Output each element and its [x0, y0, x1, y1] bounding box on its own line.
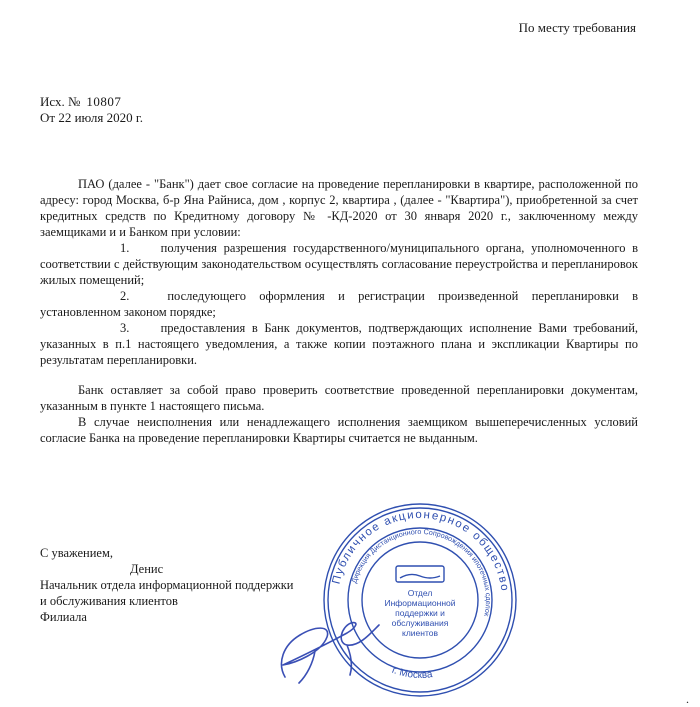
body-line: В случае неисполнения или ненадлежащего исполнения заемщиком вышеперечисленных [78, 415, 587, 429]
seal-center-line: клиентов [402, 628, 438, 638]
branch-line: Филиала [40, 610, 87, 624]
seal-center-line: Отдел [407, 588, 433, 598]
ref-label: Исх. № [40, 94, 81, 109]
condition-line: уполномоченного в соответствии с действующим законодательством осуществлять [40, 241, 639, 271]
svg-text:г. Москва [390, 665, 433, 681]
seal-city: г. Москва [390, 664, 434, 682]
reference-block [40, 94, 143, 126]
signatory-name-line [40, 561, 293, 577]
condition-number: 3. [120, 321, 130, 335]
ref-number: 10807 [86, 94, 122, 109]
seal-center-line: поддержки и [395, 608, 445, 618]
outgoing-number-line [40, 94, 143, 110]
paragraph-default [40, 414, 638, 446]
signatory-position-line2: и обслуживания клиентов [40, 594, 178, 608]
condition-number: 1. [120, 241, 130, 255]
body-line: № -КД-2020 от 30 января 2020 г., заключенному между заемщиками [40, 209, 639, 239]
seal-center-line: обслуживания [391, 618, 449, 628]
body-line: квартире, расположенной по адресу: город Москва, б-р Яна Райниса, дом , корпус 2, квартира [40, 177, 638, 207]
condition-line: экспликации Квартиры по результатам перепланировки. [40, 337, 638, 367]
seal-center-line: Информационной [384, 598, 456, 608]
condition-3 [40, 320, 638, 368]
seal-inner-ring-text: Дирекция Дистанционного Сопровождения ипотечных сделок [349, 526, 494, 618]
addressee: По месту требования [518, 20, 636, 35]
body-line: документам, указанным в пункте 1 настоящего письма. [40, 383, 639, 413]
condition-line: установленном законом порядке; [40, 305, 216, 319]
ref-date: От 22 июля 2020 г. [40, 110, 143, 125]
signatory-name: Денис [130, 562, 164, 576]
footer-mark: . [686, 692, 689, 706]
body-line: , (далее - "Квартира"), приобретенной за счет кредитных средств по Кредитному договору [40, 193, 639, 223]
closing-phrase: С уважением, [40, 546, 113, 560]
condition-line: получения разрешения государственного/муниципального органа, [160, 241, 525, 255]
spacer [40, 368, 638, 382]
letter-body [40, 176, 638, 446]
condition-1 [40, 240, 638, 288]
bank-seal [320, 500, 520, 700]
condition-line: требований, указанных в п.1 настоящего уведомления, а также копии поэтажного плана и [40, 321, 639, 351]
body-line: Банк оставляет за собой право проверить соответствие проведенной перепланировки [78, 383, 564, 397]
seal-outer-text: Публичное акционерное общество [330, 508, 511, 593]
condition-2 [40, 288, 638, 320]
signatory-position-line1: Начальник отдела информационной поддержки [40, 578, 294, 592]
condition-number: 2. [120, 289, 130, 303]
condition-line: согласование переустройства и перепланировок жилых помещений; [40, 257, 638, 287]
paragraph-verification [40, 382, 638, 414]
paragraph-consent [40, 176, 638, 240]
body-line: и и Банком при условии: [109, 225, 241, 239]
body-line: условий согласие Банка на проведение перепланировки Квартиры считается не выданным. [40, 415, 638, 445]
condition-line: предоставления в Банк документов, подтверждающих исполнение Вами [160, 321, 567, 335]
body-line: ПАО (далее - "Банк") дает свое согласие на проведение перепланировки в [78, 177, 481, 191]
condition-line: последующего оформления и регистрации произведенной перепланировки в [167, 289, 639, 303]
